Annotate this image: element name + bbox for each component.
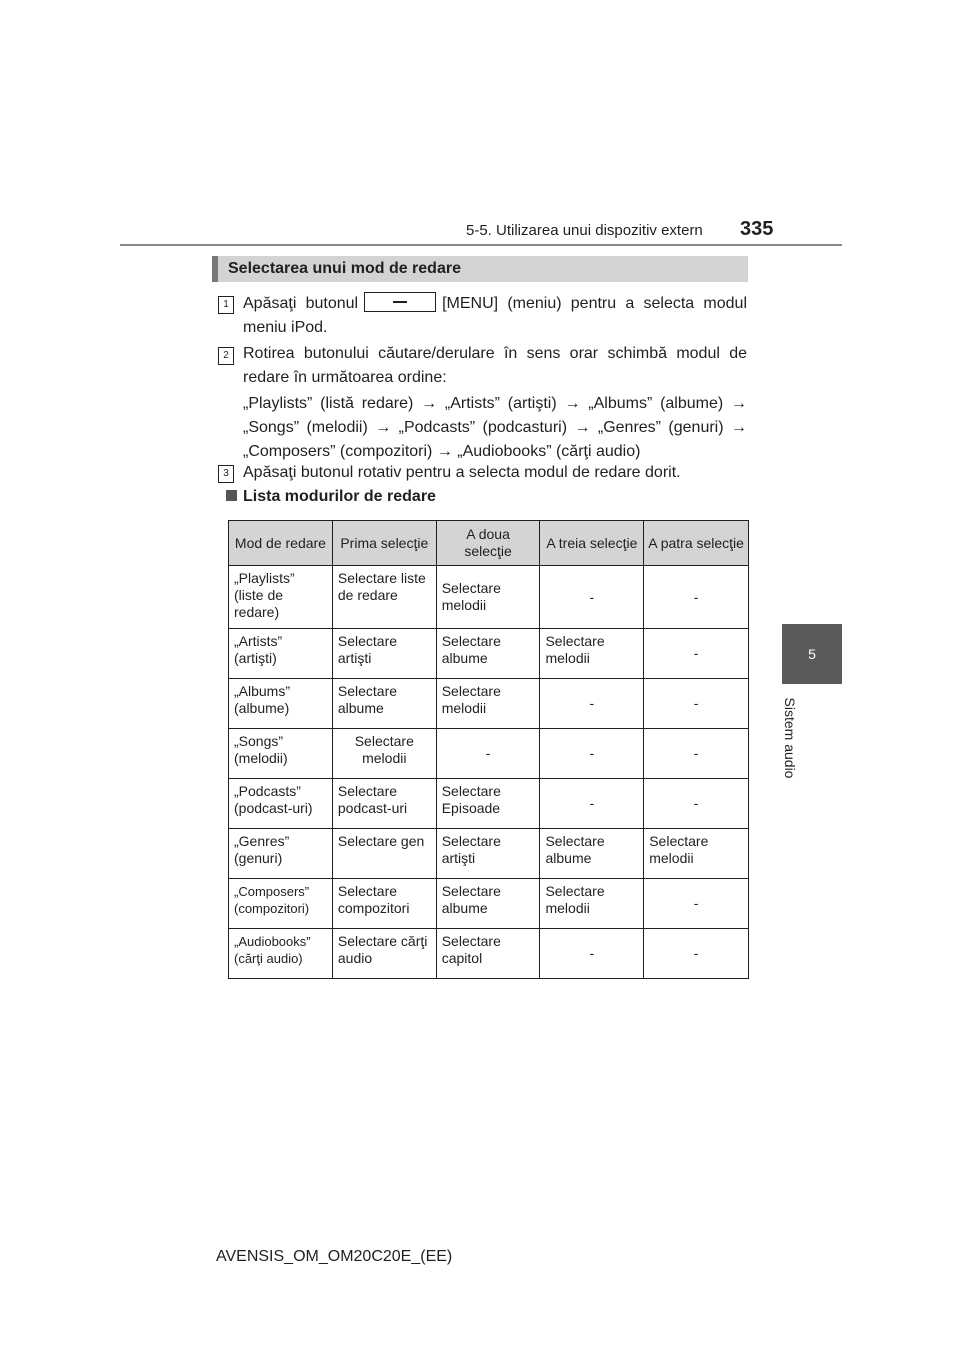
table-cell: „Audiobooks” (cărţi audio) — [229, 929, 333, 979]
table-cell: - — [540, 929, 644, 979]
header-section-title: 5-5. Utilizarea unui dispozitiv extern — [466, 222, 703, 239]
table-cell: - — [644, 729, 749, 779]
document-footer-code: AVENSIS_OM_OM20C20E_(EE) — [216, 1248, 453, 1265]
step-number-1: 1 — [218, 296, 234, 314]
step-1-text-after: [MENU] (meniu) pentru a selecta modul meniu iPod. — [243, 295, 747, 336]
table-cell: „Songs” (melodii) — [229, 729, 333, 779]
column-header: A doua selecţie — [436, 521, 540, 566]
table-row — [229, 679, 749, 729]
table-cell: - — [540, 729, 644, 779]
table-cell: „Artists” (artişti) — [229, 629, 333, 679]
table-cell: - — [540, 566, 644, 629]
table-cell: - — [436, 729, 540, 779]
table-cell: - — [540, 679, 644, 729]
modes-table — [228, 520, 749, 979]
chapter-label: Sistem audio — [782, 697, 798, 779]
step-number-3: 3 — [218, 465, 234, 483]
header-divider — [120, 244, 842, 246]
table-cell: - — [644, 679, 749, 729]
page-number: 335 — [740, 218, 774, 240]
chapter-tab: 5 — [782, 624, 842, 684]
table-cell: - — [644, 566, 749, 629]
step-1-text — [243, 292, 747, 340]
table-cell: „Albums” (albume) — [229, 679, 333, 729]
table-row — [229, 779, 749, 829]
table-cell: Selectare podcast-uri — [332, 779, 436, 829]
table-cell: Selectare Episoade — [436, 779, 540, 829]
table-row — [229, 829, 749, 879]
table-cell: „Composers” (compozitori) — [229, 879, 333, 929]
column-header: Mod de redare — [229, 521, 333, 566]
table-cell: Selectare albume — [436, 879, 540, 929]
table-cell: Selectare albume — [540, 829, 644, 879]
table-row — [229, 879, 749, 929]
subsection-title-text: Lista modurilor de redare — [243, 488, 436, 505]
step-2-text: Rotirea butonului căutare/derulare în sens orar schimbă modul de redare în următoarea ordine: — [243, 345, 747, 386]
step-2-sequence: „Playlists” (listă redare) → „Artists” (artişti) → „Albums” (albume) → „Songs” (melodii) → „Podcasts” (podcasturi) → „Genres” (genuri) → „Composers” (compozitori) → „Audiobooks” (cărţi audio) — [243, 395, 747, 460]
table-cell: Selectare melodii — [436, 566, 540, 629]
table-cell: Selectare melodii — [644, 829, 749, 879]
step-1-text-before: Apăsaţi butonul — [243, 295, 359, 312]
table-cell: Selectare albume — [436, 629, 540, 679]
step-number-2: 2 — [218, 347, 234, 365]
table-row — [229, 629, 749, 679]
menu-button-icon — [364, 292, 436, 312]
table-cell: Selectare albume — [332, 679, 436, 729]
table-cell: „Playlists” (liste de redare) — [229, 566, 333, 629]
section-title: Selectarea unui mod de redare — [228, 260, 461, 277]
table-cell: - — [540, 779, 644, 829]
table-cell: Selectare liste de redare — [332, 566, 436, 629]
table-cell: „Podcasts” (podcast-uri) — [229, 779, 333, 829]
table-row — [229, 566, 749, 629]
table-cell: Selectare melodii — [332, 729, 436, 779]
table-cell: Selectare capitol — [436, 929, 540, 979]
table-header-row — [229, 521, 749, 566]
table-cell: Selectare melodii — [540, 879, 644, 929]
column-header: A patra selecţie — [644, 521, 749, 566]
table-cell: „Genres” (genuri) — [229, 829, 333, 879]
table-row — [229, 929, 749, 979]
table-cell: Selectare melodii — [436, 679, 540, 729]
square-bullet-icon — [226, 490, 237, 501]
table-cell: Selectare compozitori — [332, 879, 436, 929]
column-header: Prima selecţie — [332, 521, 436, 566]
column-header: A treia selecţie — [540, 521, 644, 566]
table-cell: Selectare artişti — [332, 629, 436, 679]
table-cell: - — [644, 779, 749, 829]
table-cell: Selectare gen — [332, 829, 436, 879]
section-title-bar — [212, 256, 748, 282]
step-3-text: Apăsaţi butonul rotativ pentru a selecta modul de redare dorit. — [243, 464, 681, 481]
subsection-title — [226, 488, 436, 506]
table-cell: Selectare cărţi audio — [332, 929, 436, 979]
table-cell: - — [644, 629, 749, 679]
table-cell: - — [644, 879, 749, 929]
table-cell: Selectare melodii — [540, 629, 644, 679]
table-cell: Selectare artişti — [436, 829, 540, 879]
table-row — [229, 729, 749, 779]
table-cell: - — [644, 929, 749, 979]
